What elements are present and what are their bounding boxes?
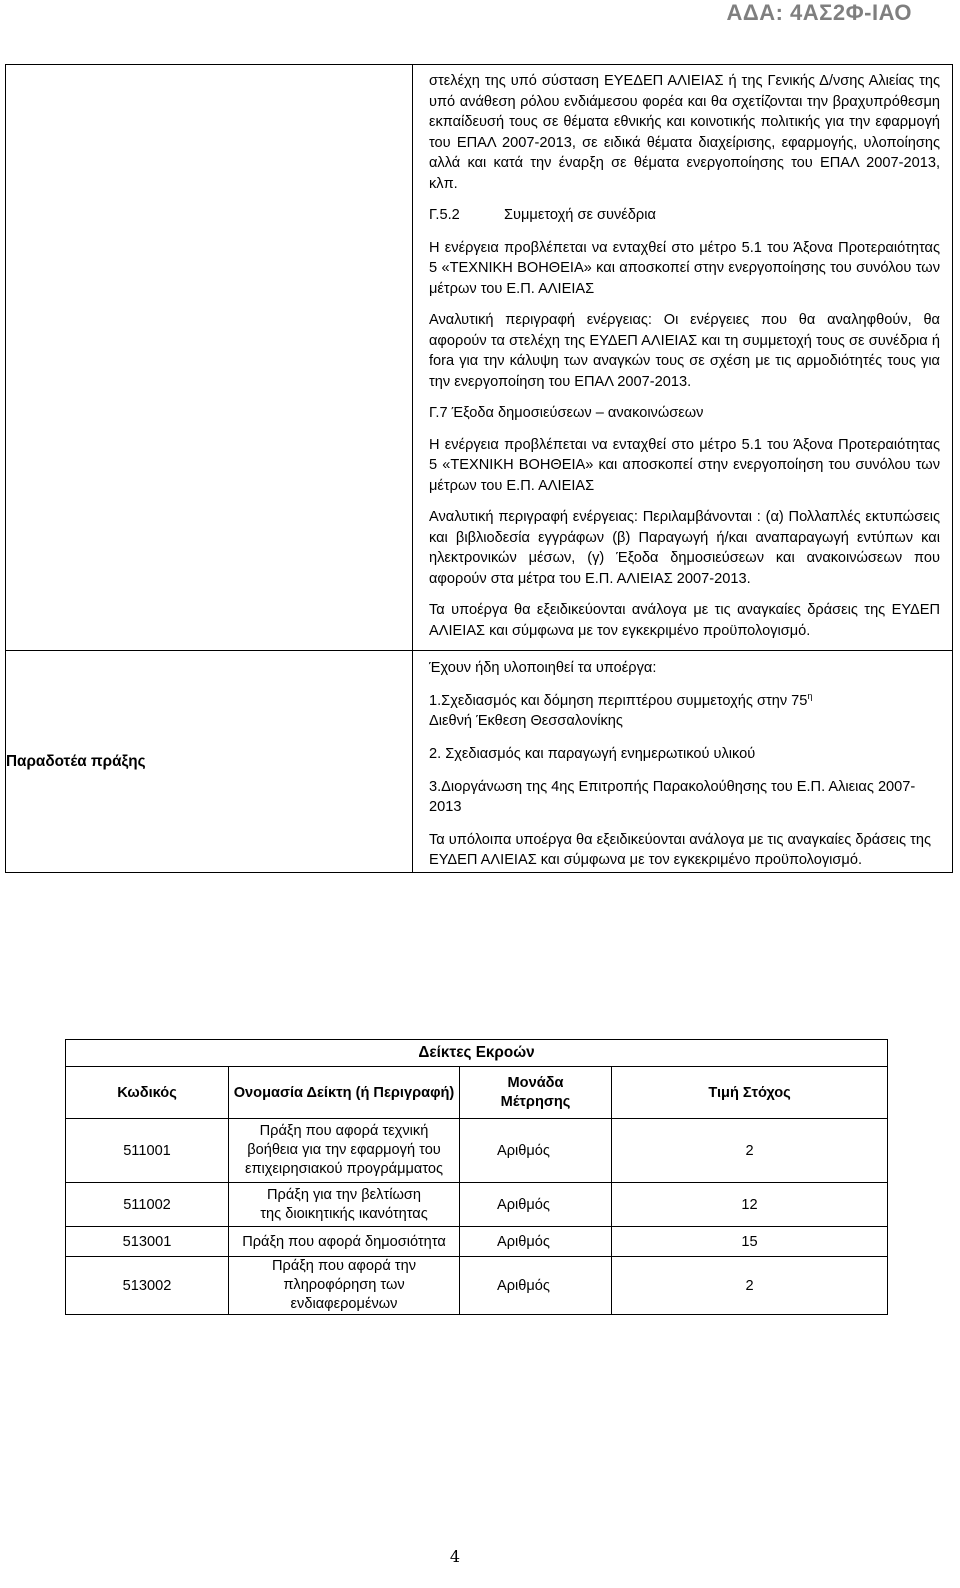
indicator-target: 2	[612, 1257, 888, 1315]
output-indicators-table	[65, 1039, 888, 1315]
paragraph-measure-g7: Η ενέργεια προβλέπεται να ενταχθεί στο μέτρο 5.1 του Άξονα Προτεραιότητας 5 «ΤΕΧΝΙΚΗ ΒΟΗΘΕΙΑ» και αποσκοπεί στην ενεργοποίηση του συνόλου των μέτρων του Ε.Π. ΑΛΙΕΙΑΣ	[429, 436, 940, 494]
table-row	[66, 1119, 888, 1183]
section-title: Συμμετοχή σε συνέδρια	[504, 207, 656, 223]
indicator-code: 511001	[66, 1119, 229, 1183]
paragraph-training: στελέχη της υπό σύσταση ΕΥΕΔΕΠ ΑΛΙΕΙΑΣ ή της Γενικής Δ/νσης Αλιείας της υπό ανάθεση ρόλου ενδιάμεσου φορέα και θα σχετίζονται την βραχυπρόθεσμη εκπαίδευσή τους σε θέματα εθνικής και κοινοτικής πολιτικής για την εφαρμογή του ΕΠΑΛ 2007-2013, σε ειδικά θέματα διαχείρισης, εφαρμογής, υλοποίησης αλλά και κατά την έναρξη σε θέματα ενεργοποίησης του ΕΠΑΛ 2007-2013, κλπ.	[429, 73, 940, 192]
column-header-name: Ονομασία Δείκτη (ή Περιγραφή)	[229, 1067, 460, 1119]
indicators-title-row	[66, 1040, 888, 1067]
ordinal-superscript: η	[807, 691, 813, 701]
indicator-name: Πράξη που αφορά την πληροφόρηση των ενδιαφερομένων	[229, 1257, 460, 1315]
deliverable-item-1-tail: Διεθνή Έκθεση Θεσσαλονίκης	[429, 713, 623, 729]
indicator-name: Πράξη που αφορά τεχνική βοήθεια για την εφαρμογή του επιχειρησιακού προγράμματος	[229, 1119, 460, 1183]
indicators-header-row	[66, 1067, 888, 1119]
deliverables-outro: Τα υπόλοιπα υποέργα θα εξειδικεύονται ανάλογα με τις αναγκαίες δράσεις της ΕΥΔΕΠ ΑΛΙΕΙΑΣ και σύμφωνα με τον εγκεκριμένο προϋπολογισμό.	[429, 832, 931, 868]
description-row	[6, 65, 953, 651]
table-row	[66, 1227, 888, 1257]
deliverable-item-3: 3.Διοργάνωση της 4ης Επιτροπής Παρακολούθησης του Ε.Π. Αλιειας 2007-2013	[429, 779, 916, 815]
action-description-table	[5, 64, 953, 873]
indicator-target: 15	[612, 1227, 888, 1257]
table-row	[66, 1183, 888, 1227]
deliverables-cell	[413, 651, 953, 873]
column-header-target: Τιμή Στόχος	[612, 1067, 888, 1119]
indicator-target: 12	[612, 1183, 888, 1227]
page-number: 4	[449, 1547, 461, 1566]
deliverables-row	[6, 651, 953, 873]
indicator-code: 513001	[66, 1227, 229, 1257]
paragraph-subprojects: Τα υποέργα θα εξειδικεύονται ανάλογα με τις αναγκαίες δράσεις της ΕΥΔΕΠ ΑΛΙΕΙΑΣ και σύμφωνα με τον εγκεκριμένο προϋπολογισμό.	[429, 602, 940, 639]
deliverable-item-1	[429, 691, 940, 731]
column-header-code: Κωδικός	[66, 1067, 229, 1119]
indicator-unit: Αριθμός	[460, 1119, 612, 1183]
ada-code: ΑΔΑ: 4ΑΣ2Φ-ΙΑΟ	[726, 0, 912, 25]
table-row	[66, 1257, 888, 1315]
indicator-target: 2	[612, 1119, 888, 1183]
description-label-cell	[6, 65, 413, 651]
deliverable-item-2: 2. Σχεδιασμός και παραγωγή ενημερωτικού υλικού	[429, 746, 756, 762]
indicator-unit: Αριθμός	[460, 1183, 612, 1227]
indicator-name: Πράξη που αφορά δημοσιότητα	[229, 1227, 460, 1257]
indicator-code: 513002	[66, 1257, 229, 1315]
deliverables-label: Παραδοτέα πράξης	[6, 651, 413, 873]
section-number: Γ.5.2	[429, 207, 460, 223]
indicator-name: Πράξη για την βελτίωση της διοικητικής ικανότητας	[229, 1183, 460, 1227]
paragraph-analysis-g7: Αναλυτική περιγραφή ενέργειας: Περιλαμβάνονται : (α) Πολλαπλές εκτυπώσεις και βιβλιοδεσία εγγράφων (β) Παραγωγή ή/και αναπαραγωγή εντύπων και ηλεκτρονικών μέσων, (γ) Έξοδα δημοσιεύσεων και ανακοινώσεων που αφορούν στα μέτρα του Ε.Π. ΑΛΙΕΙΑΣ 2007-2013.	[429, 509, 940, 587]
column-header-unit: Μονάδα Μέτρησης	[460, 1067, 612, 1119]
indicator-code: 511002	[66, 1183, 229, 1227]
indicators-title: Δείκτες Εκροών	[66, 1040, 888, 1067]
description-cell	[413, 65, 953, 651]
indicator-unit: Αριθμός	[460, 1227, 612, 1257]
indicator-unit: Αριθμός	[460, 1257, 612, 1315]
paragraph-analysis-g52: Αναλυτική περιγραφή ενέργειας: Οι ενέργειες που θα αναληφθούν, θα αφορούν τα στελέχη της ΕΥΔΕΠ ΑΛΙΕΙΑΣ και τη συμμετοχή τους σε συνέδρια ή fora για την κάλυψη των αναγκών τους σε σχέση με τις αρμοδιότητές τους για την ενεργοποίηση του ΕΠΑΛ 2007-2013.	[429, 312, 940, 390]
paragraph-measure-g52: Η ενέργεια προβλέπεται να ενταχθεί στο μέτρο 5.1 του Άξονα Προτεραιότητας 5 «ΤΕΧΝΙΚΗ ΒΟΗΘΕΙΑ» και αποσκοπεί στην ενεργοποίησης του συνόλου των μέτρων του Ε.Π. ΑΛΙΕΙΑΣ	[429, 239, 940, 297]
section-heading-g7: Γ.7 Έξοδα δημοσιεύσεων – ανακοινώσεων	[429, 405, 704, 421]
deliverable-item-1-text: 1.Σχεδιασμός και δόμηση περιπτέρου συμμετοχής στην 75	[429, 693, 808, 709]
deliverables-intro: Έχουν ήδη υλοποιηθεί τα υποέργα:	[429, 660, 657, 676]
section-heading-g52	[429, 205, 940, 226]
